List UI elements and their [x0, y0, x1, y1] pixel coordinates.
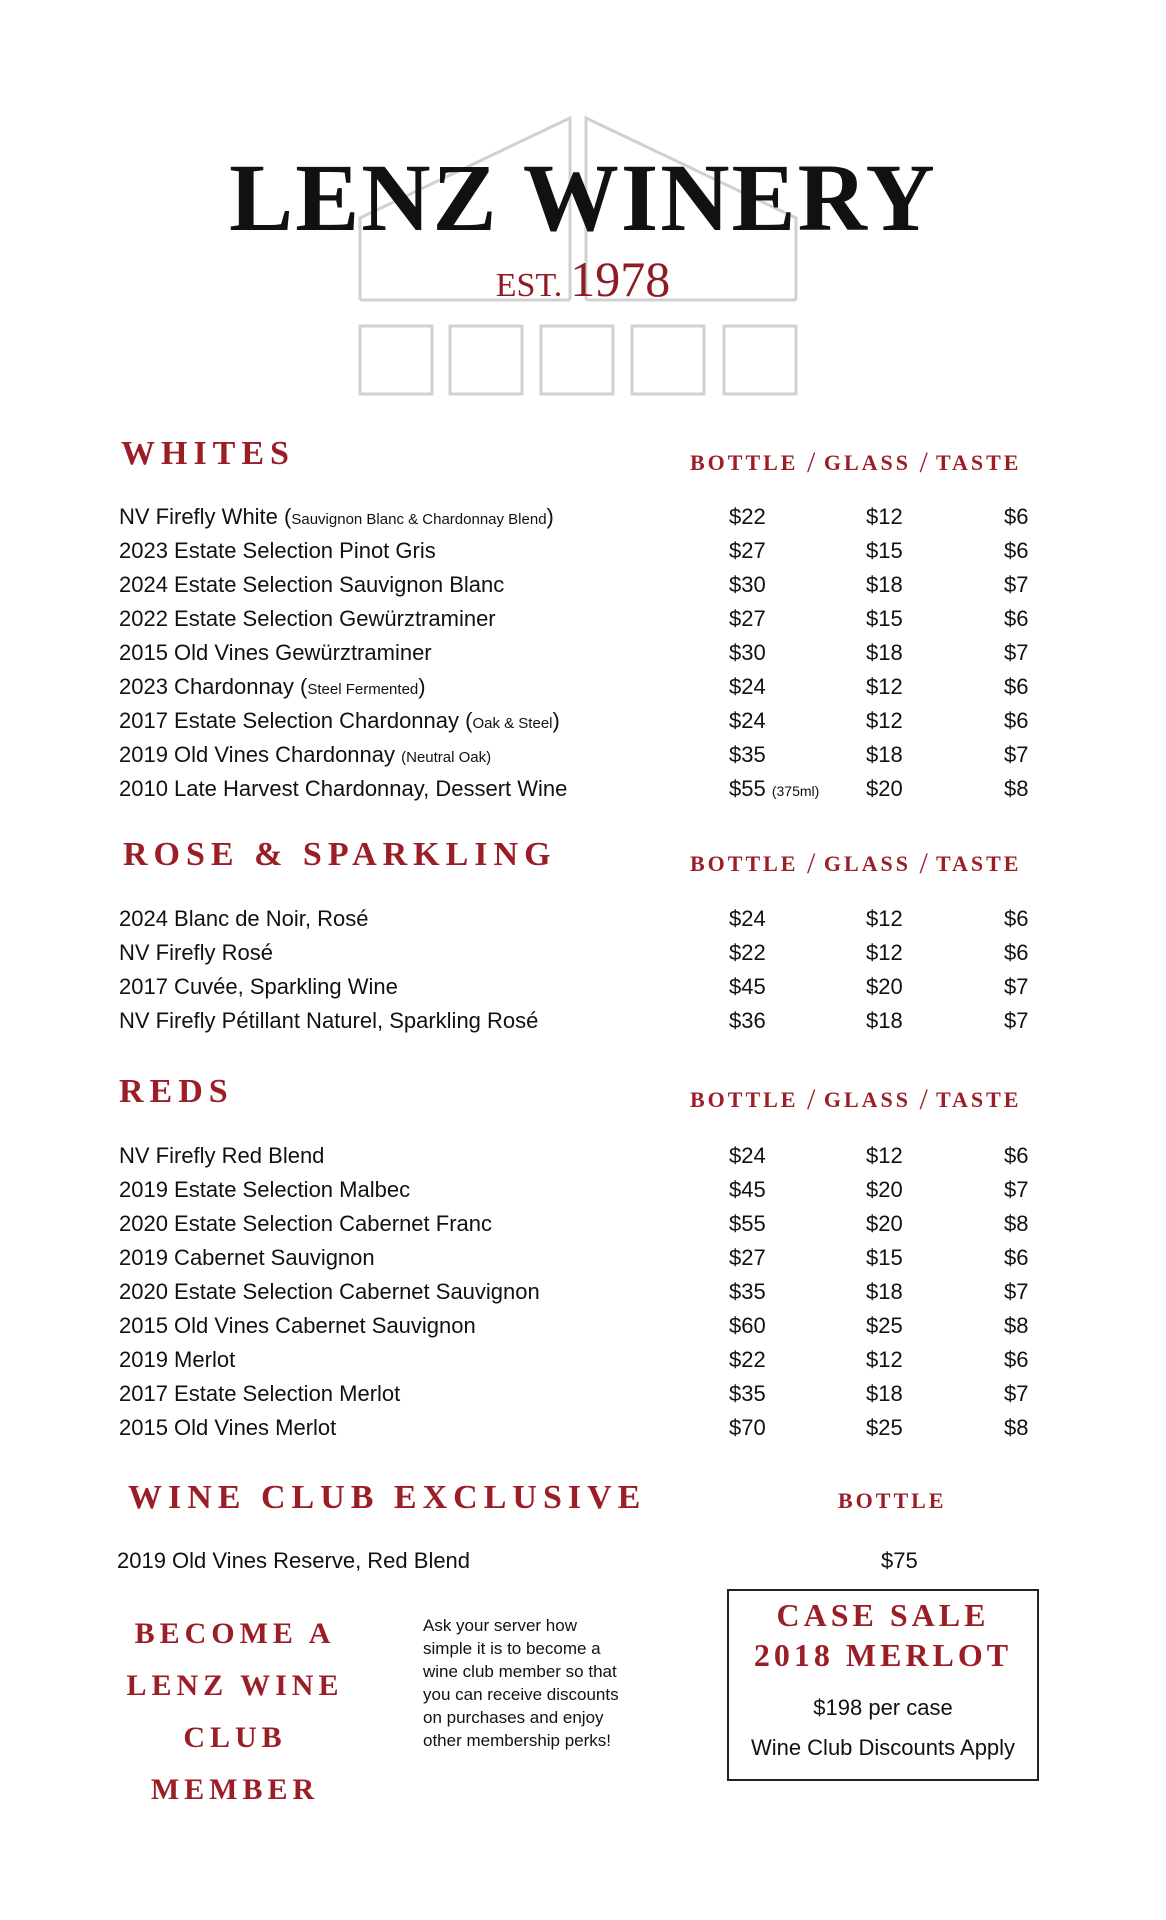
col-glass: GLASS [823, 450, 911, 475]
glass-price: $12 [866, 1143, 903, 1168]
est-year: 1978 [570, 251, 671, 307]
case-sale-title [729, 1595, 1037, 1675]
bottle-price: $27 [729, 1245, 766, 1270]
glass-price: $18 [866, 572, 903, 597]
col-separator: / [919, 446, 928, 479]
list-item [0, 976, 1166, 1010]
glass-price: $12 [866, 906, 903, 931]
wine-name: 2010 Late Harvest Chardonnay, Dessert Wine [119, 776, 568, 801]
bottle-price: $30 [729, 640, 766, 665]
taste-price: $7 [1004, 974, 1029, 999]
glass-price: $12 [866, 940, 903, 965]
bottle-price: $45 [729, 974, 766, 999]
column-headers-whites [690, 446, 1022, 479]
glass-price: $20 [866, 776, 903, 801]
bottle-price: $22 [729, 940, 766, 965]
list-item [0, 1315, 1166, 1349]
list-item [0, 744, 1166, 778]
become-line-2: LENZ WINE CLUB [126, 1669, 344, 1754]
list-item [0, 1247, 1166, 1281]
bottle-price: $60 [729, 1313, 766, 1338]
list-item [0, 540, 1166, 574]
col-bottle: BOTTLE [690, 851, 799, 876]
glass-price: $18 [866, 1381, 903, 1406]
bottle-price: $24 [729, 708, 766, 733]
glass-price: $18 [866, 640, 903, 665]
column-headers-rose [690, 847, 1022, 880]
taste-price: $7 [1004, 1008, 1029, 1033]
wine-name: 2019 Cabernet Sauvignon [119, 1245, 375, 1270]
wine-note: Oak & Steel [472, 715, 553, 732]
list-item [0, 1179, 1166, 1213]
taste-price: $7 [1004, 1177, 1029, 1202]
list-item [0, 1349, 1166, 1383]
wine-name: 2024 Estate Selection Sauvignon Blanc [119, 572, 505, 597]
taste-price: $7 [1004, 1279, 1029, 1304]
glass-price: $15 [866, 1245, 903, 1270]
wine-name: 2019 Old Vines Reserve, Red Blend [117, 1548, 471, 1573]
section-title-whites: WHITES [121, 435, 295, 472]
bottle-price: $70 [729, 1415, 766, 1440]
taste-price: $7 [1004, 572, 1029, 597]
list-item [0, 908, 1166, 942]
wine-name: 2015 Old Vines Cabernet Sauvignon [119, 1313, 476, 1338]
col-bottle: BOTTLE [690, 1087, 799, 1112]
glass-price: $15 [866, 606, 903, 631]
case-sale-line-1: CASE SALE [776, 1597, 990, 1633]
become-line-1: BECOME A [134, 1617, 336, 1650]
wine-name: 2015 Old Vines Merlot [119, 1415, 337, 1440]
bottle-price: $24 [729, 906, 766, 931]
taste-price: $7 [1004, 1381, 1029, 1406]
col-glass: GLASS [823, 851, 911, 876]
info-line: other membership perks! [423, 1731, 612, 1750]
bottle-price: $36 [729, 1008, 766, 1033]
wine-name: NV Firefly Rosé [119, 940, 274, 965]
col-bottle: BOTTLE [690, 450, 799, 475]
list-item [0, 676, 1166, 710]
wine-name: 2019 Old Vines Chardonnay (Neutral Oak) [119, 742, 492, 767]
taste-price: $6 [1004, 674, 1029, 699]
glass-price: $20 [866, 1211, 903, 1236]
list-item [0, 1145, 1166, 1179]
case-sale-price: $198 per case [813, 1695, 953, 1720]
col-separator: / [806, 1083, 816, 1116]
wine-name: 2020 Estate Selection Cabernet Franc [119, 1211, 493, 1236]
taste-price: $6 [1004, 504, 1029, 529]
bottle-price: $24 [729, 674, 766, 699]
taste-price: $6 [1004, 1143, 1029, 1168]
list-item [0, 1550, 1166, 1584]
taste-price: $6 [1004, 1245, 1029, 1270]
col-bottle-club: BOTTLE [838, 1488, 947, 1513]
info-line: Ask your server how [423, 1616, 577, 1635]
glass-price: $25 [866, 1415, 903, 1440]
taste-price: $7 [1004, 640, 1029, 665]
wine-note: Sauvignon Blanc & Chardonnay Blend [291, 511, 547, 528]
list-item [0, 942, 1166, 976]
bottle-price: $75 [881, 1548, 918, 1573]
info-line: on purchases and enjoy [423, 1708, 604, 1727]
taste-price: $6 [1004, 1347, 1029, 1372]
bottle-price: $45 [729, 1177, 766, 1202]
glass-price: $18 [866, 742, 903, 767]
bottle-price: $27 [729, 606, 766, 631]
bottle-price: $22 [729, 504, 766, 529]
case-sale-line-2: 2018 MERLOT [753, 1637, 1013, 1673]
list-item [0, 778, 1166, 812]
glass-price: $12 [866, 1347, 903, 1372]
taste-price: $8 [1004, 776, 1029, 801]
taste-price: $8 [1004, 1313, 1029, 1338]
wine-name: 2019 Estate Selection Malbec [119, 1177, 411, 1202]
wine-name: 2023 Estate Selection Pinot Gris [119, 538, 436, 563]
wine-name: 2017 Cuvée, Sparkling Wine [119, 974, 398, 999]
section-title-rose-sparkling: ROSE & SPARKLING [123, 836, 557, 873]
bottle-price: $55 (375ml) [729, 776, 820, 801]
wine-note: (Neutral Oak) [401, 749, 492, 766]
list-item [0, 1213, 1166, 1247]
established-label [0, 251, 1166, 307]
taste-price: $8 [1004, 1415, 1029, 1440]
wine-name: NV Firefly White (Sauvignon Blanc & Chardonnay Blend) [119, 504, 554, 529]
section-title-wine-club-exclusive: WINE CLUB EXCLUSIVE [128, 1479, 647, 1516]
info-line: simple it is to become a [423, 1639, 601, 1658]
bottle-price: $35 [729, 1381, 766, 1406]
col-taste: TASTE [935, 851, 1022, 876]
list-item [0, 574, 1166, 608]
taste-price: $7 [1004, 742, 1029, 767]
list-item [0, 1281, 1166, 1315]
glass-price: $12 [866, 504, 903, 529]
wine-name: 2024 Blanc de Noir, Rosé [119, 906, 369, 931]
bottle-price: $55 [729, 1211, 766, 1236]
glass-price: $15 [866, 538, 903, 563]
col-taste: TASTE [935, 1087, 1022, 1112]
list-item [0, 608, 1166, 642]
taste-price: $6 [1004, 708, 1029, 733]
glass-price: $12 [866, 674, 903, 699]
glass-price: $18 [866, 1279, 903, 1304]
become-line-3: MEMBER [150, 1773, 320, 1806]
bottle-price: $35 [729, 1279, 766, 1304]
col-taste: TASTE [935, 450, 1022, 475]
bottle-price: $24 [729, 1143, 766, 1168]
wine-name: 2019 Merlot [119, 1347, 236, 1372]
winery-name: LENZ WINERY [229, 144, 937, 251]
taste-price: $6 [1004, 606, 1029, 631]
column-headers-reds [690, 1083, 1022, 1116]
glass-price: $20 [866, 974, 903, 999]
bottle-price: $35 [729, 742, 766, 767]
list-item [0, 642, 1166, 676]
wine-name: 2017 Estate Selection Merlot [119, 1381, 401, 1406]
section-title-reds: REDS [119, 1073, 234, 1110]
glass-price: $20 [866, 1177, 903, 1202]
bottle-price: $27 [729, 538, 766, 563]
list-item [0, 506, 1166, 540]
wine-note: Steel Fermented [307, 681, 419, 698]
col-separator: / [919, 847, 928, 880]
wine-name: 2023 Chardonnay (Steel Fermented) [119, 674, 426, 699]
glass-price: $18 [866, 1008, 903, 1033]
wine-name: NV Firefly Pétillant Naturel, Sparkling Rosé [119, 1008, 539, 1033]
list-item [0, 1417, 1166, 1451]
col-separator: / [919, 1083, 928, 1116]
wine-name: 2022 Estate Selection Gewürztraminer [119, 606, 496, 631]
taste-price: $8 [1004, 1211, 1029, 1236]
info-line: wine club member so that [423, 1662, 617, 1681]
taste-price: $6 [1004, 940, 1029, 965]
list-item [0, 1010, 1166, 1044]
col-separator: / [806, 446, 816, 479]
list-item [0, 1383, 1166, 1417]
membership-info-text [423, 1614, 653, 1752]
wine-name: 2017 Estate Selection Chardonnay (Oak & Steel) [119, 708, 560, 733]
glass-price: $12 [866, 708, 903, 733]
taste-price: $6 [1004, 906, 1029, 931]
bottle-price: $22 [729, 1347, 766, 1372]
case-sale-note: Wine Club Discounts Apply [750, 1735, 1016, 1760]
wine-name: 2020 Estate Selection Cabernet Sauvignon [119, 1279, 540, 1304]
info-line: you can receive discounts [423, 1685, 619, 1704]
bottle-size-note: (375ml) [771, 783, 820, 799]
col-glass: GLASS [823, 1087, 911, 1112]
case-sale-box [727, 1589, 1039, 1781]
wine-name: NV Firefly Red Blend [119, 1143, 325, 1168]
bottle-price: $30 [729, 572, 766, 597]
est-label: EST. [495, 267, 563, 304]
become-member-heading [70, 1608, 400, 1816]
glass-price: $25 [866, 1313, 903, 1338]
col-separator: / [806, 847, 816, 880]
wine-name: 2015 Old Vines Gewürztraminer [119, 640, 432, 665]
taste-price: $6 [1004, 538, 1029, 563]
list-item [0, 710, 1166, 744]
